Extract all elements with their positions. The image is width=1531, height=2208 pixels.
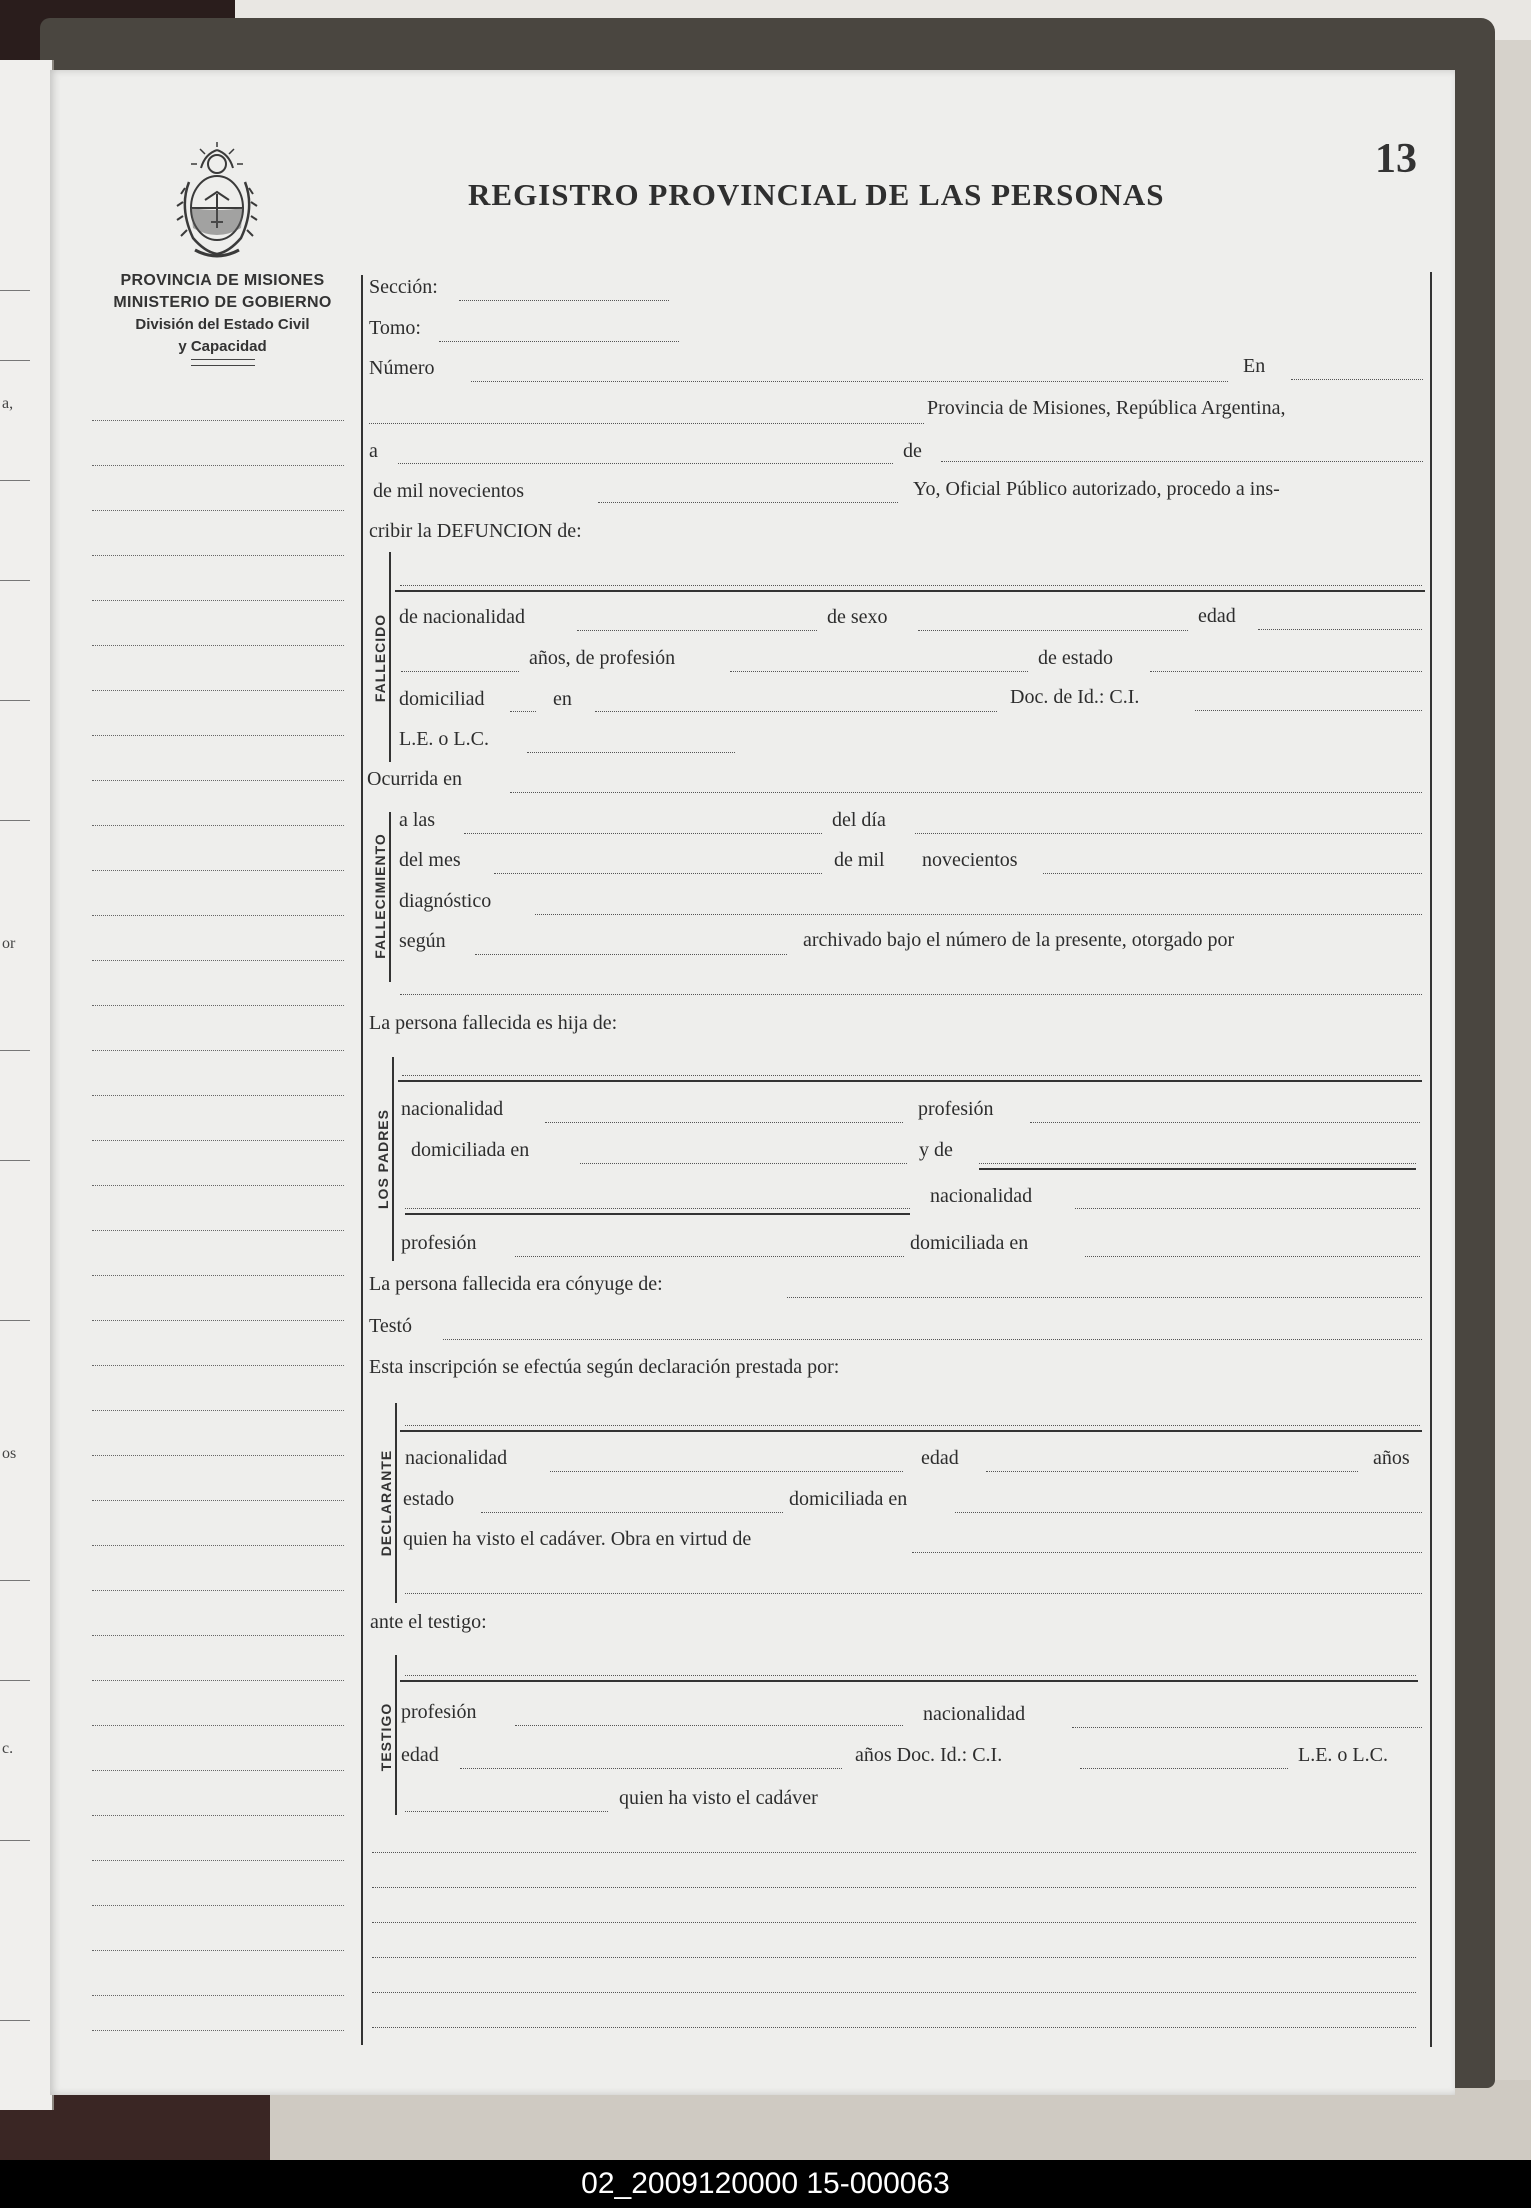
field-ci-testigo[interactable]	[1080, 1768, 1288, 1769]
rule-nombre-madre-cont	[405, 1213, 910, 1215]
field-nombre-testigo[interactable]	[405, 1675, 1416, 1676]
margin-note-line[interactable]	[92, 1905, 344, 1906]
label-del-dia: del día	[832, 809, 886, 831]
field-nombre-declarante[interactable]	[405, 1425, 1420, 1426]
coat-of-arms-icon	[175, 142, 259, 264]
field-domiciliado-suffix[interactable]	[510, 711, 536, 712]
field-nacionalidad-testigo[interactable]	[1072, 1727, 1422, 1728]
margin-note-line[interactable]	[92, 960, 344, 961]
label-profesion-testigo: profesión	[401, 1701, 477, 1723]
field-nacionalidad-declarante[interactable]	[550, 1471, 903, 1472]
label-en: En	[1243, 355, 1266, 377]
margin-note-line[interactable]	[92, 780, 344, 781]
label-diagnostico: diagnóstico	[399, 890, 492, 912]
label-le-o-lc: L.E. o L.C.	[1298, 1744, 1388, 1766]
field-mes[interactable]	[941, 461, 1423, 462]
header-ministry: MINISTERIO DE GOBIERNO	[113, 294, 332, 311]
label-de-mil-novecientos: de mil novecientos	[373, 480, 525, 502]
field-nombre-madre[interactable]	[979, 1163, 1416, 1164]
margin-note-line[interactable]	[92, 1230, 344, 1231]
field-estado-civil[interactable]	[1150, 671, 1422, 672]
margin-note-line[interactable]	[92, 510, 344, 511]
field-le-lc-testigo[interactable]	[405, 1811, 608, 1812]
notes-line[interactable]	[372, 1922, 1416, 1923]
text-archivado: archivado bajo el número de la presente, otorgado por	[803, 929, 1235, 951]
label-profesion-madre: profesión	[401, 1232, 477, 1254]
field-edad-testigo[interactable]	[460, 1768, 842, 1769]
margin-note-line[interactable]	[92, 1410, 344, 1411]
page-title: REGISTRO PROVINCIAL DE LAS PERSONAS	[468, 177, 1165, 212]
field-domicilio-padre[interactable]	[580, 1163, 907, 1164]
margin-note-line[interactable]	[92, 1770, 344, 1771]
margin-note-line[interactable]	[92, 825, 344, 826]
label-declaracion: Esta inscripción se efectúa según declaración prestada por:	[369, 1356, 840, 1378]
rule-nombre-testigo	[400, 1680, 1418, 1682]
field-domicilio-fallecido[interactable]	[595, 711, 997, 712]
margin-note-line[interactable]	[92, 1725, 344, 1726]
field-testo[interactable]	[443, 1339, 1422, 1340]
margin-note-line[interactable]	[92, 600, 344, 601]
margin-note-line[interactable]	[92, 2030, 344, 2031]
field-edad-fallecido[interactable]	[1258, 629, 1422, 630]
label-le-lc: L.E. o L.C.	[399, 728, 489, 750]
margin-note-line[interactable]	[92, 1545, 344, 1546]
field-profesion-fallecido[interactable]	[730, 671, 1028, 672]
margin-note-line[interactable]	[92, 1500, 344, 1501]
notes-line[interactable]	[372, 2027, 1416, 2028]
label-domiciliado: domiciliad	[399, 688, 485, 710]
header-division: División del Estado Civil	[135, 316, 310, 333]
field-anio-fallecimiento[interactable]	[1043, 873, 1422, 874]
margin-note-line[interactable]	[92, 1095, 344, 1096]
field-edad-declarante[interactable]	[986, 1471, 1358, 1472]
label-profesion-padre: profesión	[918, 1098, 994, 1120]
margin-note-line[interactable]	[92, 1950, 344, 1951]
label-anos-de-profesion: años, de profesión	[529, 647, 676, 669]
label-anos-declarante: años	[1373, 1447, 1410, 1469]
field-domicilio-declarante[interactable]	[955, 1512, 1422, 1513]
margin-note-line[interactable]	[92, 645, 344, 646]
label-edad-fallecido: edad	[1198, 605, 1236, 627]
left-page-fragment: c.	[2, 1740, 14, 1757]
page-number: 13	[1375, 136, 1417, 182]
label-edad-testigo: edad	[401, 1744, 439, 1766]
label-en-domicilio: en	[553, 688, 572, 710]
field-tomo[interactable]	[439, 341, 679, 342]
label-de-estado: de estado	[1038, 647, 1113, 669]
label-nacionalidad-padre: nacionalidad	[401, 1098, 504, 1120]
notes-line[interactable]	[372, 1887, 1416, 1888]
margin-note-line[interactable]	[92, 1590, 344, 1591]
margin-note-line[interactable]	[92, 870, 344, 871]
margin-note-line[interactable]	[92, 1680, 344, 1681]
label-conyuge: La persona fallecida era cónyuge de:	[369, 1273, 663, 1295]
notes-line[interactable]	[372, 1992, 1416, 1993]
label-y-de: y de	[919, 1139, 953, 1161]
label-segun: según	[399, 930, 446, 952]
header-province: PROVINCIA DE MISIONES	[120, 272, 325, 289]
label-edad-declarante: edad	[921, 1447, 959, 1469]
label-nacionalidad-madre: nacionalidad	[930, 1185, 1033, 1207]
label-estado-declarante: estado	[403, 1488, 455, 1510]
field-estado-declarante[interactable]	[481, 1512, 783, 1513]
margin-note-line[interactable]	[92, 690, 344, 691]
section-label-fallecido: FALLECIDO	[372, 613, 388, 703]
header-underline	[191, 359, 255, 366]
field-numero[interactable]	[471, 381, 1228, 382]
margin-note-line[interactable]	[92, 1995, 344, 1996]
field-en-virtud-de-cont[interactable]	[405, 1593, 1422, 1594]
label-domiciliada-en-declarante: domiciliada en	[789, 1488, 908, 1510]
field-le-lc-fallecido[interactable]	[527, 752, 735, 753]
label-hija-de: La persona fallecida es hija de:	[369, 1012, 618, 1034]
field-dia[interactable]	[398, 463, 893, 464]
field-certificado[interactable]	[475, 954, 787, 955]
label-de-sexo: de sexo	[827, 606, 888, 628]
label-a-las: a las	[399, 809, 436, 831]
margin-note-line[interactable]	[92, 1815, 344, 1816]
margin-note-line[interactable]	[92, 555, 344, 556]
label-de-mil: de mil	[834, 849, 885, 871]
left-page-edge	[0, 60, 54, 2110]
label-anos-doc-ci: años Doc. Id.: C.I.	[855, 1744, 1003, 1766]
left-page-fragment: a,	[2, 395, 14, 412]
field-nacionalidad-fallecido[interactable]	[577, 630, 817, 631]
margin-note-line[interactable]	[92, 1275, 344, 1276]
rule-nombre-padre	[398, 1080, 1422, 1082]
field-profesion-padre[interactable]	[1030, 1122, 1420, 1123]
form-right-border	[1430, 272, 1432, 2047]
label-a: a	[369, 440, 378, 462]
margin-note-line[interactable]	[92, 1005, 344, 1006]
margin-note-line[interactable]	[92, 1635, 344, 1636]
field-mes-fallecimiento[interactable]	[494, 873, 822, 874]
label-ocurrida-en: Ocurrida en	[367, 768, 462, 790]
field-otorgado-por[interactable]	[400, 994, 1422, 995]
margin-note-line[interactable]	[92, 1455, 344, 1456]
header-capacity: y Capacidad	[178, 338, 267, 355]
label-domiciliada-en-madre: domiciliada en	[910, 1232, 1029, 1254]
section-label-testigo: TESTIGO	[378, 1702, 394, 1772]
label-numero: Número	[369, 357, 435, 379]
label-testo: Testó	[369, 1315, 413, 1337]
section-label-fallecimiento: FALLECIMIENTO	[372, 833, 388, 959]
field-anos[interactable]	[401, 671, 519, 672]
field-lugar-fallecimiento[interactable]	[510, 792, 1422, 793]
margin-note-line[interactable]	[92, 1140, 344, 1141]
field-nacionalidad-padre[interactable]	[545, 1122, 903, 1123]
field-anio[interactable]	[598, 502, 898, 503]
section-label-padres: LOS PADRES	[375, 1109, 391, 1209]
label-nacionalidad-declarante: nacionalidad	[405, 1447, 508, 1469]
label-doc-id-ci: Doc. de Id.: C.I.	[1010, 686, 1140, 708]
field-dia-fallecimiento[interactable]	[915, 833, 1422, 834]
rule-nombre-madre	[979, 1168, 1416, 1170]
label-de: de	[903, 440, 922, 462]
field-sexo[interactable]	[918, 630, 1188, 631]
margin-note-line[interactable]	[92, 1185, 344, 1186]
field-seccion[interactable]	[459, 300, 669, 301]
image-caption: 02_2009120000 15-000063	[0, 2160, 1531, 2208]
text-cadaver-virtud: quien ha visto el cadáver. Obra en virtud de	[403, 1528, 752, 1550]
notes-line[interactable]	[372, 1957, 1416, 1958]
text-provincia: Provincia de Misiones, República Argentina,	[927, 397, 1286, 419]
field-conyuge[interactable]	[787, 1297, 1422, 1298]
label-seccion: Sección:	[369, 276, 438, 298]
field-localidad[interactable]	[369, 423, 924, 424]
label-ante-testigo: ante el testigo:	[370, 1611, 487, 1633]
rule-nombre-fallecido	[395, 590, 1425, 592]
left-page-fragment: os	[2, 1445, 17, 1462]
text-quien-cadaver: quien ha visto el cadáver	[619, 1787, 818, 1809]
field-profesion-madre[interactable]	[515, 1256, 904, 1257]
label-del-mes: del mes	[399, 849, 461, 871]
label-novecientos: novecientos	[922, 849, 1018, 871]
margin-note-line[interactable]	[92, 465, 344, 466]
margin-note-line[interactable]	[92, 735, 344, 736]
field-diagnostico[interactable]	[535, 914, 1422, 915]
form-left-border	[361, 275, 363, 2045]
field-profesion-testigo[interactable]	[515, 1725, 903, 1726]
field-nacionalidad-madre[interactable]	[1075, 1208, 1420, 1209]
field-ci-fallecido[interactable]	[1195, 710, 1422, 711]
field-en[interactable]	[1291, 379, 1423, 380]
margin-note-line[interactable]	[92, 915, 344, 916]
label-tomo: Tomo:	[369, 317, 421, 339]
label-de-nacionalidad: de nacionalidad	[399, 606, 526, 628]
left-page-fragment: or	[2, 935, 16, 952]
text-inscribir-defuncion: cribir la DEFUNCION de:	[369, 520, 582, 542]
label-domiciliada-en-padre: domiciliada en	[411, 1139, 530, 1161]
field-domicilio-madre[interactable]	[1085, 1256, 1420, 1257]
field-nombre-fallecido[interactable]	[400, 585, 1422, 586]
field-en-virtud-de[interactable]	[912, 1552, 1422, 1553]
margin-note-line[interactable]	[92, 1365, 344, 1366]
text-yo-oficial: Yo, Oficial Público autorizado, procedo a ins-	[913, 478, 1280, 500]
field-nombre-madre-cont[interactable]	[405, 1208, 910, 1209]
label-nacionalidad-testigo: nacionalidad	[923, 1703, 1026, 1725]
margin-note-line[interactable]	[92, 1320, 344, 1321]
margin-note-line[interactable]	[92, 1050, 344, 1051]
section-label-declarante: DECLARANTE	[378, 1449, 394, 1557]
issuer-header	[95, 270, 350, 366]
field-nombre-padre[interactable]	[402, 1075, 1420, 1076]
margin-note-line[interactable]	[92, 1860, 344, 1861]
rule-nombre-declarante	[400, 1430, 1422, 1432]
notes-line[interactable]	[372, 1852, 1416, 1853]
margin-note-line[interactable]	[92, 420, 344, 421]
field-hora[interactable]	[464, 833, 822, 834]
